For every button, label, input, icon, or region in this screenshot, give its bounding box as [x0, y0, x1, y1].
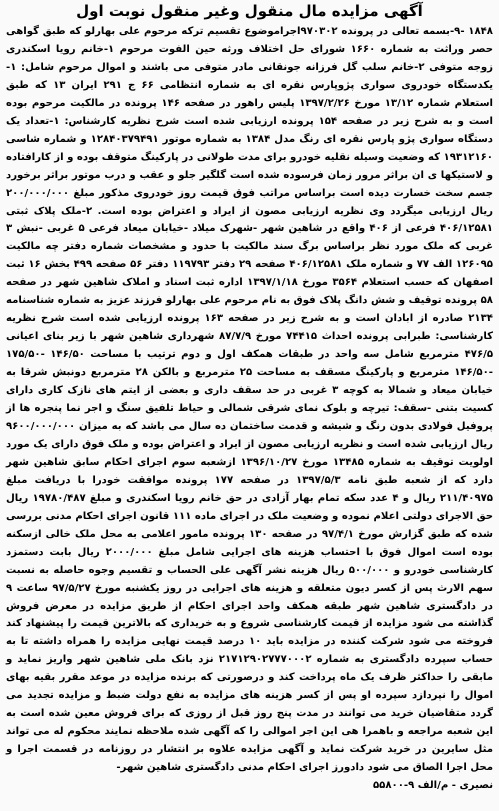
notice-title: آگهی مزایده مال منقول وغیر منقول نوبت اول — [76, 2, 423, 20]
notice-footer: نصیری - م/الف ۹-۵۵۸۰۰ — [372, 780, 493, 792]
notice-body: ۱۸۴۸ -۹-بسمه تعالی در پرونده ۹۷۰۳۰۲اجراموضوع تقسیم ترکه مرحوم علی بهارلو که طبق گواهی حصر وراثت به شماره ۱۶۶۰ شورای حل اختلاف ورثه حین الفوت مرحوم ۱-خانم رویا اسکندری زوجه متوفی ۲-خانم سلب گل فرزانه جونقانی مادر متوفی می باشند و اموال مرحوم شامل: ۱-یکدستگاه خودروی سواری پژوپارس نقره ای به شماره انتظامی ۶۶ ج ۲۹۱ ایران ۱۳ که طبق استعلام شماره ۱۳/۱۲ مورخ ۱۳۹۷/۲/۲۶ پلیس راهور در صفحه ۱۴۶ پرونده در مالکیت مرحوم بوده است و به شرح زیر در صفحه ۱۵۴ پرونده ارزیابی شده است شرح نظریه کارشناس: ۱-تعداد یک دستگاه سواری پژو پارس نقره ای رنگ مدل ۱۳۸۴ به شماره موتور ۱۲۸۴۰۳۷۹۴۹۱ و شماره شاسی ۱۹۳۱۲۱۶۰ که وضعیت وسیله نقلیه خودرو برای مدت طولانی در پارکینگ متوقف بوده و از کارافتاده و لاستیکها ی ان براثر مرور زمان فرسوده شده است گلگیر جلو و عقب و درب موتور براثر برخورد جسم سخت خسارت دیده است براساس مراتب فوق قیمت روز خودروی مذکور مبلغ ۲۰۰/۰۰۰/۰۰۰ ریال ارزیابی میگردد وی نظریه ارزیابی مصون از ایراد و اعتراض بوده است. ۲-ملک پلاک ثبتی ۴۰۶/۱۲۵۸۱ فرعی از ۴۰۶ واقع در شاهین شهر -شهرک میلاد -خیابان میعاد فرعی ۵ غربی -نبش ۳ غربی که ملک مورد نظر براساس برگ سند مالکیت با حدود و مشخصات شماره دفتر چه مالکیت ۱۲۶۰۹۵ الف ۷۷ و شماره ملک ۴۰۶/۱۲۵۸۱ صفحه ۲۹ دفتر ۱۱۹۷۹۳ دفتر ۵۶ صفحه ۴۹۹ بخش ۱۶ ثبت اصفهان که حسب استعلام ۳۵۶۴ مورخ ۱۳۹۷/۱/۱۸ اداره ثبت اسناد و املاک شاهین شهر در صفحه ۵۸ پرونده توقیف و شش دانگ پلاک فوق به نام مرحوم علی بهارلو فرزند عزیز به شماره شناسنامه ۲۱۳۴ صادره از ابادان است و به شرح زیر در صفحه ۱۶۳ پرونده ارزیابی شده است شرح نظریه کارشناسی: طبرابی پرونده احداث ۷۴۴۱۵ مورخ ۸۷/۷/۹ شهرداری شاهین شهر با زیر بنای اعیانی ۴۷۶/۵ مترمربع شامل سه واحد در طبقات همکف اول و دوم ترتیب با مساحت ۱۴۶/۵۰ -۱۷۵/۵۰ -۱۴۶/۵۰ مترمربع و پارکینگ مسقف به مساحت ۲۵ مترمربع و بالکن ۲۸ مترمربع دونبش شرقا به خیابان میعاد و شمالا به کوچه ۳ غربی در حد سقف داری و بعضی از ایتم های نازک کاری دارای کسیت بتنی -سقف: تیرچه و بلوک نمای شرقی شمالی و حیاط تلفیق سنگ و اجر نما پنجره ها از پروفیل فولادی بدون رنگ و شیشه و قدمت ساختمان ده سال می باشد که به میزان ۹۶۰۰/۰۰۰/۰۰۰ ریال ارزیابی شده است و نظریه ارزیابی مصون از ایراد و اعتراض بوده و ملک فوق دارای یک مورد اولویت توقیف به شماره ۱۳۴۸۵ مورخ ۱۳۹۶/۱۰/۲۷ ازشعبه سوم اجرای احکام سابق شاهین شهر دارد که از شعبه طبق نامه ۱۳۹۷/۵/۳ در صفحه ۱۷۷ پرونده موافقت خودرا با دریافت مبلغ ۲۱۱/۴۰۹۷۵ ریال و ۴ عدد سکه تمام بهار آزادی در حق خانم رویا اسکندری و مبلغ ۱۹۷۸۰/۴۸۷ ریال حق الاجرای دولتی اعلام نموده و وضعیت ملک در اجرای ماده ۱۱۱ قانون اجرای احکام مدنی بررسی شده که طبق گزارش مورخ ۹۷/۴/۱ در صفحه ۱۳۰ پرونده مامور اعلامی به محل ملک خالی ازسکنه بوده است اموال فوق با احتساب هزینه های اجرایی شامل مبلغ ۲۰۰۰/۰۰۰ ریال بابت دستمزد کارشناسی خودرو و ۵۰۰/۰۰۰ ریال هزینه نشر آگهی علی الحساب و تقسیم وجوه حاصله به نسبت سهم الارث پس از کسر دیون متعلقه و هزینه های اجرایی در روز یکشنبه مورخ ۹۷/۵/۲۷ ساعت ۹ در دادگستری شاهین شهر طبقه همکف واحد اجرای احکام از طریق مزایده در معرض فروش گذاشته می شود مزایده از قیمت کارشناسی شروع و به خریداری که بالاترین قیمت را پیشنهاد کند فروخته می شود شرکت کننده در مزایده باید ۱۰ درصد قیمت نهایی مزایده را همراه داشته تا به حساب سپرده دادگستری به شماره ۲۱۷۱۲۹۰۲۷۷۷۰۰۰۲ نزد بانک ملی شاهین شهر واریز نماید و مابقی را حداکثر ظرف یک ماه پرداخت کند و درصورتی که برنده مزایده در موعد مقرر بقیه بهای اموال را نپردازد سپرده او پس از کسر هزینه های مزایده به نفع دولت ضبط و مزایده تجدید می گردد متقاضیان خرید می توانند در مدت پنج روز قبل از روزی که برای فروش معین شده است به این شعبه مراجعه و باهمرا هی این اجر اموالی را که آگهی شده ملاحظه نمایند محکوم له می تواند مثل سایرین در خرید شرکت نماید و آگهی مزایده علاوه بر انتشار در روزنامه در قسمت اجرا و محل اجرا الصاق می شود دادورز اجرای احکام مدنی دادگستری شاهین شهر- — [5, 26, 494, 774]
